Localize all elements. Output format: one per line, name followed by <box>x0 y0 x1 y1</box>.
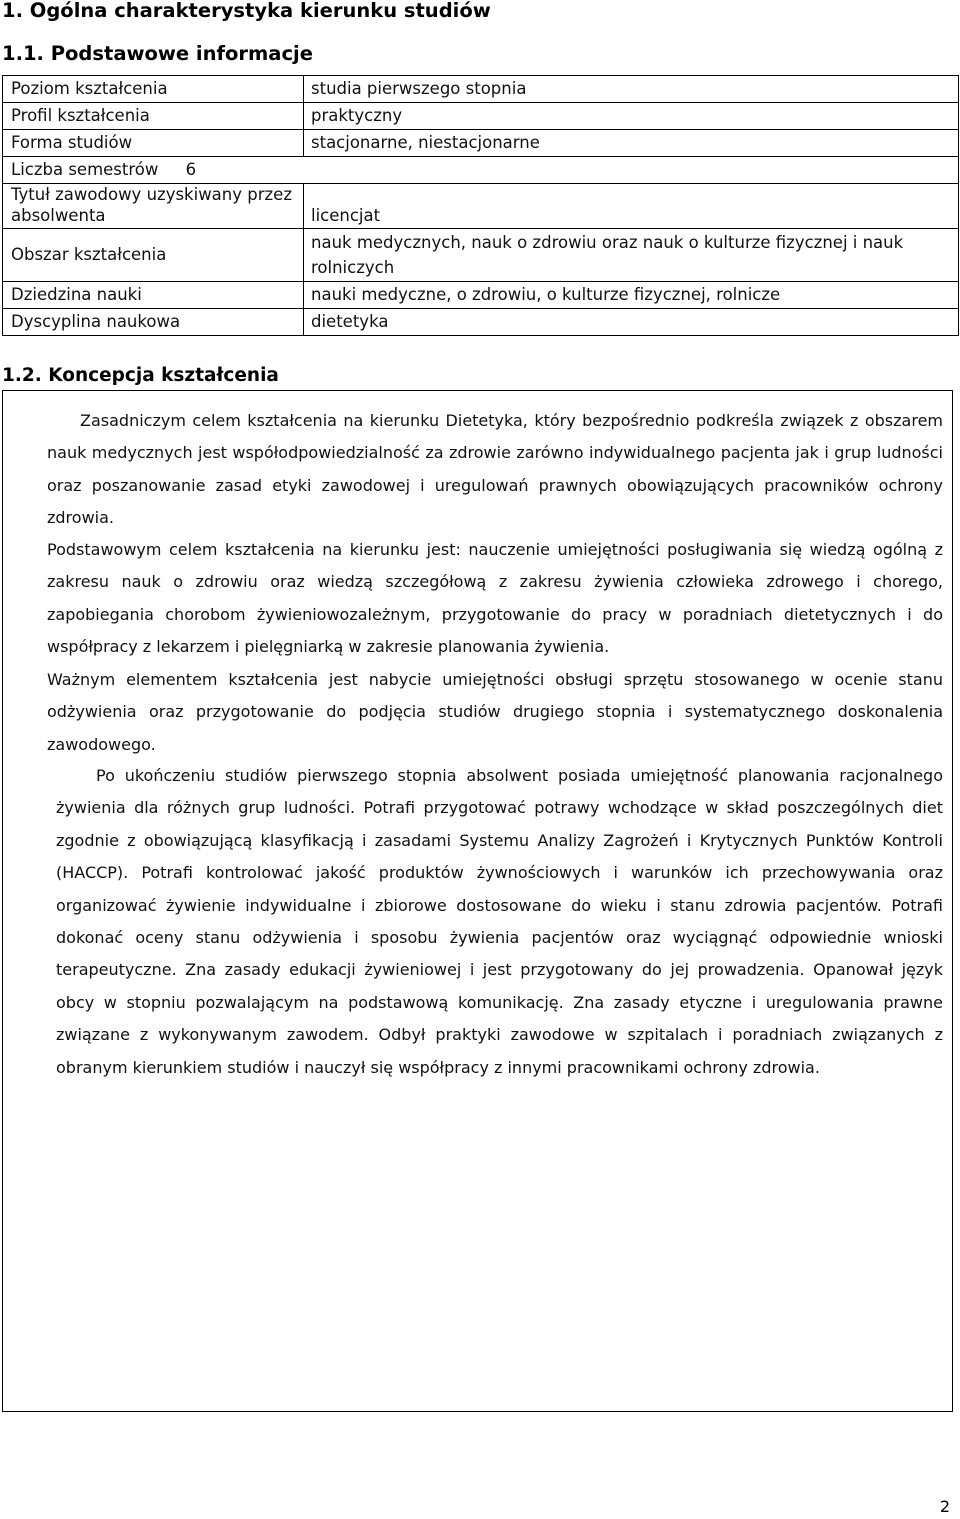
row-label: Poziom kształcenia <box>3 76 304 103</box>
row-label: Dziedzina nauki <box>3 282 304 309</box>
concept-paragraph: Ważnym elementem kształcenia jest nabycie umiejętności obsługi sprzętu stosowanego w ocenie stanu odżywienia oraz przygotowanie do podjęcia studiów drugiego stopnia i systematycznego doskonalenia zawodowego. <box>47 670 943 754</box>
section-heading-1-1: 1.1. Podstawowe informacje <box>2 42 313 65</box>
table-row <box>3 309 959 336</box>
table-row <box>3 229 959 282</box>
section-heading-1-2: 1.2. Koncepcja kształcenia <box>2 365 279 386</box>
table-row <box>3 157 959 184</box>
row-value: dietetyka <box>304 309 959 336</box>
table-row <box>3 103 959 130</box>
table-row <box>3 130 959 157</box>
table-row <box>3 184 959 229</box>
concept-paragraph: Zasadniczym celem kształcenia na kierunku Dietetyka, który bezpośrednio podkreśla związek z obszarem nauk medycznych jest współodpowiedzialność za zdrowie zarówno indywidualnego pacjenta jak i grup ludności oraz poszanowanie zasad etyki zawodowej i uregulowań prawnych obowiązujących pracowników ochrony zdrowia. <box>47 411 943 528</box>
row-value: 6 <box>185 160 197 180</box>
row-value: studia pierwszego stopnia <box>304 76 959 103</box>
row-value: praktyczny <box>304 103 959 130</box>
row-label: Liczba semestrów <box>11 160 159 180</box>
section-heading-1: 1. Ogólna charakterystyka kierunku studiów <box>2 0 491 22</box>
row-label: Profil kształcenia <box>3 103 304 130</box>
row-value: nauki medyczne, o zdrowiu, o kulturze fizycznej, rolnicze <box>304 282 959 309</box>
row-label: Dyscyplina naukowa <box>3 309 304 336</box>
row-value: stacjonarne, niestacjonarne <box>304 130 959 157</box>
row-label: Forma studiów <box>3 130 304 157</box>
row-value: nauk medycznych, nauk o zdrowiu oraz nauk o kulturze fizycznej i nauk rolniczych <box>304 229 959 282</box>
page-number: 2 <box>939 1497 950 1516</box>
basic-info-table <box>2 75 959 336</box>
concept-paragraph: Po ukończeniu studiów pierwszego stopnia absolwent posiada umiejętność planowania racjonalnego żywienia dla różnych grup ludności. Potrafi przygotować potrawy wchodzące w skład poszczególnych diet zgodnie z obowiązującą klasyfikacją i zasadami Systemu Analizy Zagrożeń i Krytycznych Punktów Kontroli (HACCP). Potrafi kontrolować jakość produktów żywnościowych i warunków ich przechowywania oraz organizować żywienie indywidualne i zbiorowe dostosowane do wieku i stanu zdrowia pacjentów. Potrafi dokonać oceny stanu odżywienia i sposobu żywienia pacjentów oraz wyciągnąć odpowiednie wnioski terapeutyczne. Zna zasady edukacji żywieniowej i jest przygotowany do jej prowadzenia. Opanował język obcy w stopniu pozwalającym na podstawową komunikację. Zna zasady etyczne i uregulowania prawne związane z wykonywanym zawodem. Odbył praktyki zawodowe w szpitalach i poradniach związanych z obranym kierunkiem studiów i nauczył się współpracy z innymi pracownikami ochrony zdrowia. <box>56 766 943 1077</box>
concept-paragraph: Podstawowym celem kształcenia na kierunku jest: nauczenie umiejętności posługiwania się wiedzą ogólną z zakresu nauk o zdrowiu oraz wiedzą szczegółową z zakresu żywienia człowieka zdrowego i chorego, zapobiegania chorobom żywieniowozależnym, przygotowanie do pracy w poradniach dietetycznych i do współpracy z lekarzem i pielęgniarką w zakresie planowania żywienia. <box>47 540 943 657</box>
row-label: Tytuł zawodowy uzyskiwany przez absolwenta <box>3 184 304 229</box>
table-row <box>3 76 959 103</box>
row-value: licencjat <box>304 184 959 229</box>
table-row <box>3 282 959 309</box>
row-label-and-value <box>3 157 959 184</box>
row-label: Obszar kształcenia <box>3 229 304 282</box>
